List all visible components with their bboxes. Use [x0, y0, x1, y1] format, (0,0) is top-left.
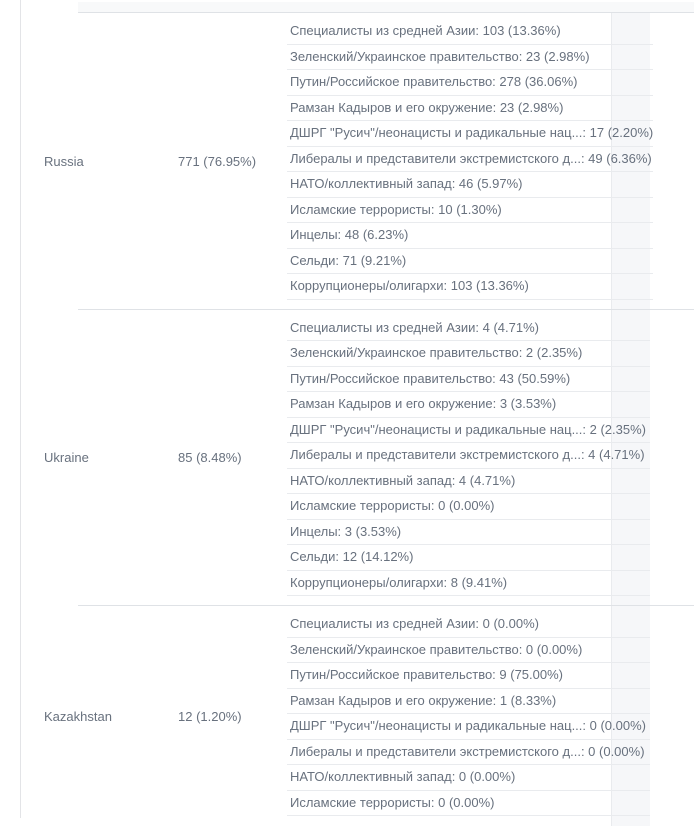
category-item: Исламские террористы: 10 (1.30%) [287, 198, 653, 224]
category-rows [287, 606, 650, 826]
category-list-cell [287, 606, 650, 826]
category-item: НАТО/коллективный запад: 46 (5.97%) [287, 172, 653, 198]
category-item: Коррупционеры/олигархи: 8 (9.41%) [287, 571, 650, 597]
category-item: Зеленский/Украинское правительство: 0 (0.00%) [287, 638, 650, 664]
country-row[interactable] [0, 606, 694, 826]
category-item: Либералы и представители экстремистского д...: 4 (4.71%) [287, 443, 650, 469]
category-item: Специалисты из средней Азии: 4 (4.71%) [287, 316, 650, 342]
country-name: Russia [44, 153, 84, 169]
category-item: НАТО/коллективный запад: 0 (0.00%) [287, 765, 650, 791]
category-item: Рамзан Кадыров и его окружение: 1 (8.33%) [287, 689, 650, 715]
category-item: НАТО/коллективный запад: 4 (4.71%) [287, 469, 650, 495]
category-item: ДШРГ "Русич"/неонацисты и радикальные нац...: 17 (2.20%) [287, 121, 653, 147]
table-header-row [78, 2, 694, 13]
category-item: Инцелы: 48 (6.23%) [287, 223, 653, 249]
category-item: Исламские террористы: 0 (0.00%) [287, 791, 650, 817]
category-item: Специалисты из средней Азии: 103 (13.36%) [287, 19, 653, 45]
category-item: Инцелы: 3 (3.53%) [287, 520, 650, 546]
category-item: Коррупционеры/олигархи: 103 (13.36%) [287, 274, 653, 300]
country-total-count: 85 (8.48%) [178, 450, 242, 466]
category-item: Путин/Российское правительство: 278 (36.06%) [287, 70, 653, 96]
category-list-cell [287, 310, 650, 607]
category-item: Исламские террористы: 0 (0.00%) [287, 494, 650, 520]
category-rows [287, 310, 650, 607]
category-item: Специалисты из средней Азии: 0 (0.00%) [287, 612, 650, 638]
category-list-cell [287, 13, 653, 310]
country-row[interactable] [0, 310, 694, 607]
category-item: ДШРГ "Русич"/неонацисты и радикальные нац...: 0 (0.00%) [287, 714, 650, 740]
category-item: Рамзан Кадыров и его окружение: 23 (2.98%) [287, 96, 653, 122]
category-item: Зеленский/Украинское правительство: 2 (2.35%) [287, 341, 650, 367]
country-name: Ukraine [44, 450, 89, 466]
category-item: Сельди: 71 (9.21%) [287, 249, 653, 275]
category-item: ДШРГ "Русич"/неонацисты и радикальные нац...: 2 (2.35%) [287, 418, 650, 444]
category-item: Путин/Российское правительство: 43 (50.59%) [287, 367, 650, 393]
country-total-count: 771 (76.95%) [178, 153, 257, 169]
category-item: Путин/Российское правительство: 9 (75.00%) [287, 663, 650, 689]
category-item: Либералы и представители экстремистского д...: 49 (6.36%) [287, 147, 653, 173]
table-body [0, 13, 694, 826]
country-total-count: 12 (1.20%) [178, 708, 242, 724]
country-name: Kazakhstan [44, 708, 112, 724]
category-item: Рамзан Кадыров и его окружение: 3 (3.53%) [287, 392, 650, 418]
category-rows [287, 13, 653, 310]
category-item: Либералы и представители экстремистского д...: 0 (0.00%) [287, 740, 650, 766]
category-item: Зеленский/Украинское правительство: 23 (2.98%) [287, 45, 653, 71]
category-item: Сельди: 12 (14.12%) [287, 545, 650, 571]
country-row[interactable] [0, 13, 694, 310]
